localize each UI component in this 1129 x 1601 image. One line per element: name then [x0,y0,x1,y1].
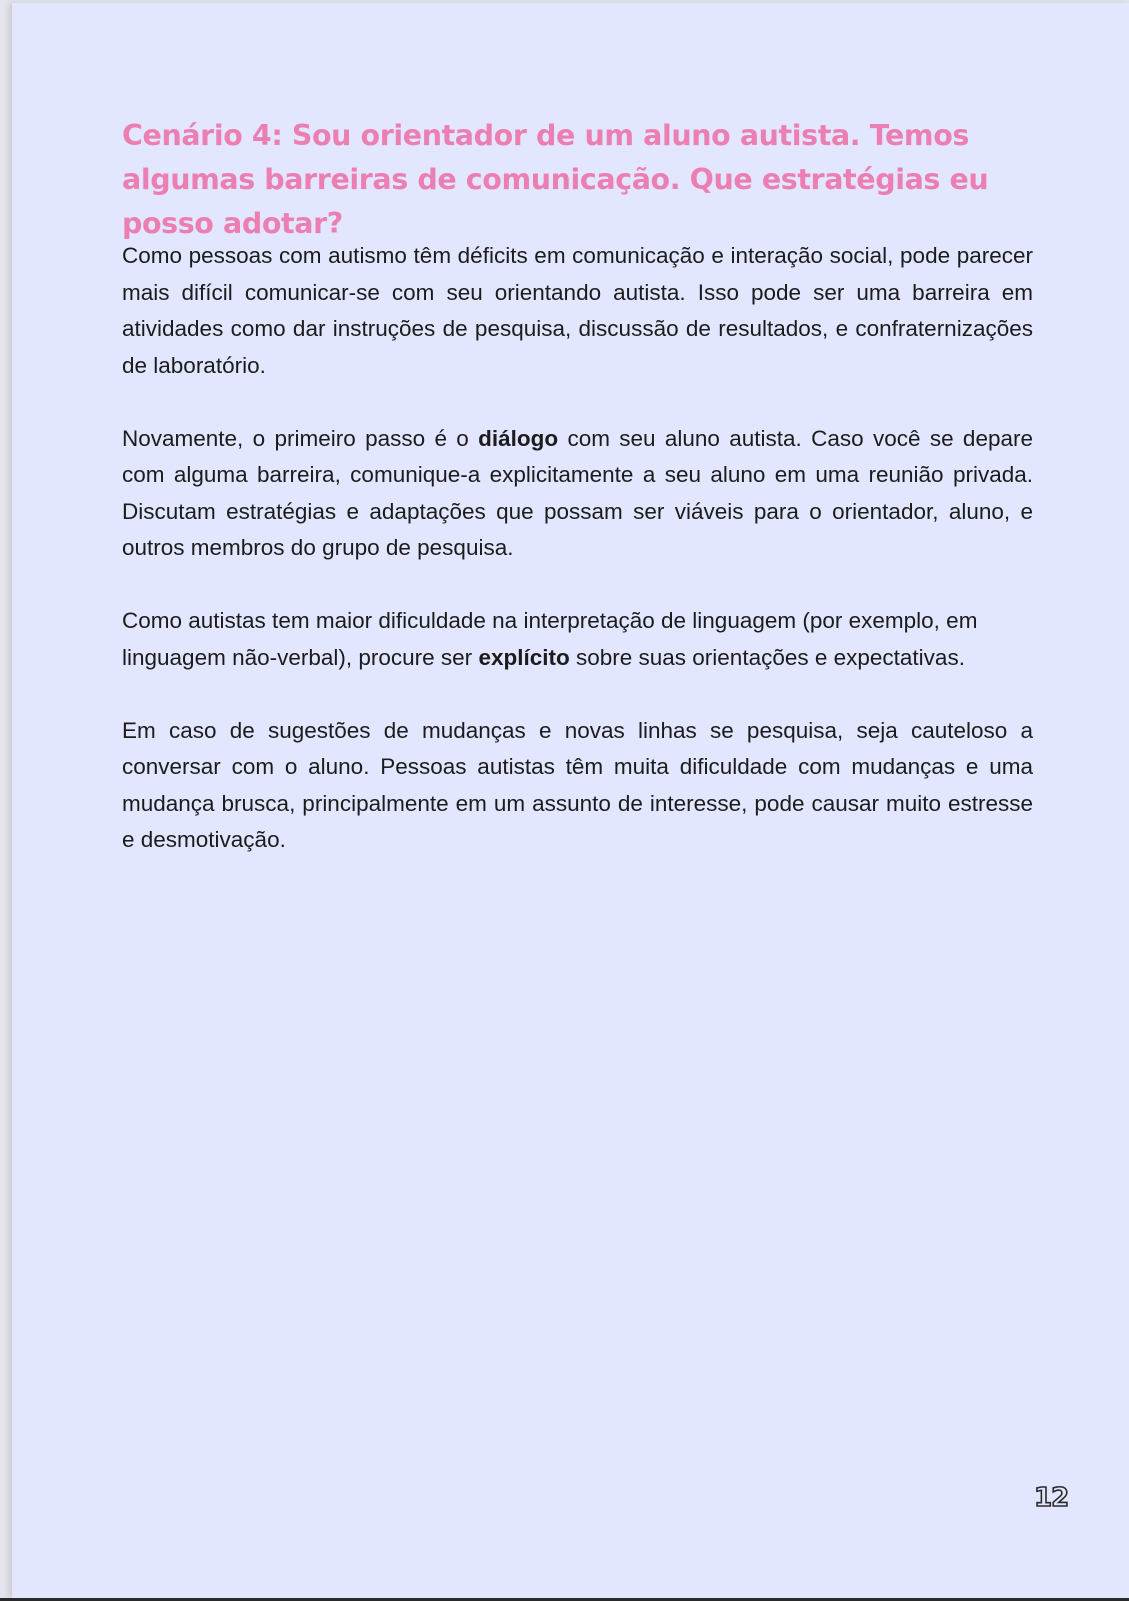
body-text [122,238,1033,895]
paragraph-4: Em caso de sugestões de mudanças e novas linhas se pesquisa, seja cauteloso a conversar com o aluno. Pessoas autistas têm muita dificuldade com mudanças e uma mudança brusca, principalmente em um assunto de interesse, pode causar muito estresse e desmotivação. [122,717,1033,852]
paragraph-2-text-before: Novamente, o primeiro passo é o [122,425,479,451]
scenario-heading: Cenário 4: Sou orientador de um aluno autista. Temos algumas barreiras de comunicação. Que estratégias eu posso adotar? [122,119,989,240]
paragraph-2 [122,421,1033,567]
paragraph-3 [122,603,1033,676]
paragraph-3-bold-term: explícito [478,644,570,670]
paragraph-2-text-after: com seu aluno autista. Caso você se depare com alguma barreira, comunique-a explicitamente a seu aluno em uma reunião privada. Discutam estratégias e adaptações que possam ser viáveis para o orientador, aluno, e outros membros do grupo de pesquisa. [122,425,1033,560]
page-number: 12 [1034,1483,1069,1513]
paragraph-3-text-before: Como autistas tem maior dificuldade na interpretação de linguagem (por exemplo, em linguagem não-verbal), procure ser [122,608,978,670]
paragraph-1: Como pessoas com autismo têm déficits em comunicação e interação social, pode parecer mais difícil comunicar-se com seu orientando autista. Isso pode ser uma barreira em atividades como dar instruções de pesquisa, discussão de resultados, e confraternizações de laboratório. [122,243,1033,378]
paragraph-2-bold-term: diálogo [478,425,559,451]
paragraph-3-text-after: sobre suas orientações e expectativas. [569,644,965,670]
document-page [12,3,1129,1598]
